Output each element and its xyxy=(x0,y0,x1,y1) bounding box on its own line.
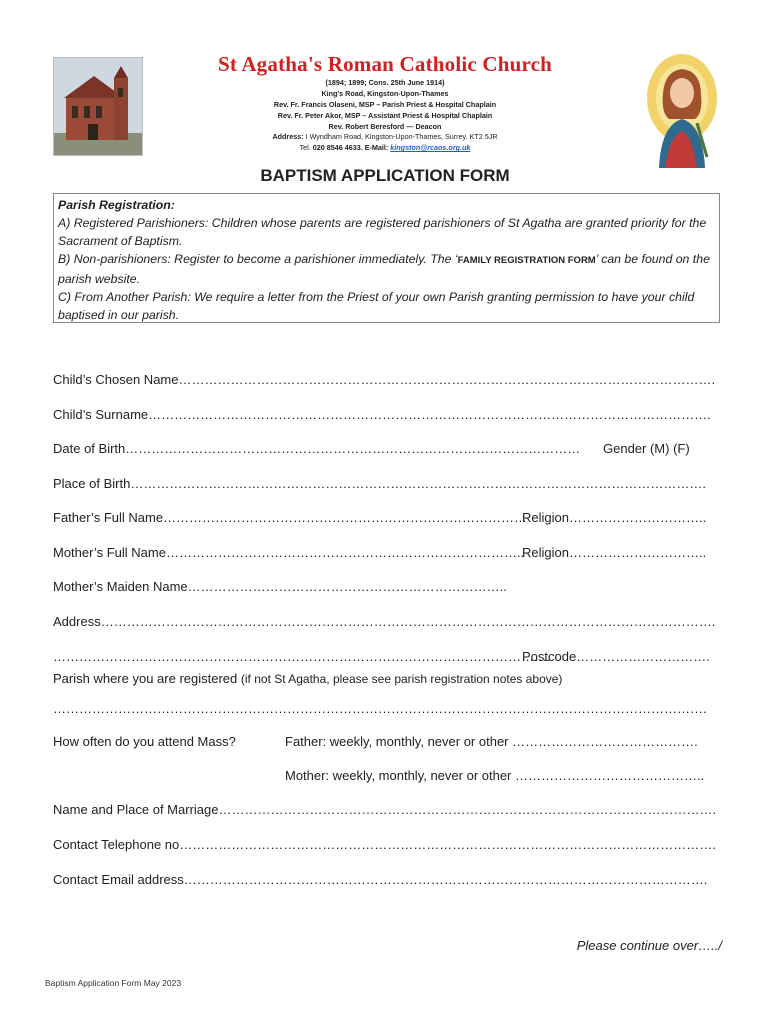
tel-number: 020 8546 4633. xyxy=(312,143,363,152)
note-c: C) From Another Parish: We require a letter from the Priest of your own Parish granting permission to have your child baptised in our parish. xyxy=(58,290,695,322)
email-link[interactable]: kingston@rcaos.org.uk xyxy=(390,143,471,152)
postcode-field[interactable]: Postcode…………………………. xyxy=(522,649,710,664)
note-b-suffix: ’ can be found on the parish website. xyxy=(58,252,710,286)
father-name-field[interactable]: Father’s Full Name………………………………………………………………………… xyxy=(53,510,528,525)
telephone-field[interactable]: Contact Telephone no……………………………………………………………………………………………………………. xyxy=(53,837,716,852)
clergy-assistant-priest: Rev. Fr. Peter Akor, MSP – Assistant Priest & Hospital Chaplain xyxy=(277,111,493,120)
church-contact-line xyxy=(160,143,610,152)
father-mass-field[interactable]: Father: weekly, monthly, never or other ……………………………………. xyxy=(285,734,698,749)
postal-label: Address: xyxy=(272,132,304,141)
church-road: King's Road, Kingston-Upon-Thames xyxy=(321,89,449,98)
parish-registered-text: Parish where you are registered xyxy=(53,671,238,686)
parish-registered-field[interactable]: ……………………………………………………………………………………………………………………………………. xyxy=(53,701,707,716)
email-field[interactable]: Contact Email address…………………………………………………………………………………………………………. xyxy=(53,872,708,887)
mother-mass-field[interactable]: Mother: weekly, monthly, never or other …………………………………….. xyxy=(285,768,705,783)
child-surname-field[interactable]: Child’s Surname…………………………………………………………………………………………………………………. xyxy=(53,407,711,422)
page-footer: Baptism Application Form May 2023 xyxy=(45,978,182,988)
address-field[interactable]: Address……………………………………………………………………………………………………………………………. xyxy=(53,614,716,629)
father-religion-field[interactable]: Religion………………………….. xyxy=(522,510,707,525)
notes-heading: Parish Registration: xyxy=(58,198,175,212)
church-postal-address xyxy=(160,132,610,141)
marriage-field[interactable]: Name and Place of Marriage……………………………………………………………………………………………………. xyxy=(53,802,717,817)
address-line2-field[interactable]: ……………………………………………………………………………………………………. xyxy=(53,649,551,664)
child-chosen-name-field[interactable]: Child’s Chosen Name……………………………………………………………………………………………………………. xyxy=(53,372,716,387)
gender-field[interactable]: Gender (M) (F) xyxy=(603,441,690,456)
mother-maiden-name-field[interactable]: Mother’s Maiden Name……………………………………………………………….. xyxy=(53,579,507,594)
parish-registered-note: (if not St Agatha, please see parish registration notes above) xyxy=(240,672,563,686)
clergy-deacon: Rev. Robert Beresford — Deacon xyxy=(328,122,442,131)
church-name: St Agatha's Roman Catholic Church xyxy=(217,52,553,76)
email-label: E-Mail: xyxy=(364,143,389,152)
registration-notes-box xyxy=(53,193,720,323)
form-title: BAPTISM APPLICATION FORM xyxy=(260,166,510,185)
note-b xyxy=(58,250,715,288)
church-dates: (1894; 1899; Cons. 25th June 1914) xyxy=(325,78,445,87)
mass-attendance-question: How often do you attend Mass? xyxy=(53,734,236,749)
note-b-prefix: B) Non-parishioners: Register to become a parishioner immediately. The ‘ xyxy=(58,252,458,266)
family-registration-form-ref: FAMILY REGISTRATION FORM xyxy=(457,255,596,266)
clergy-parish-priest: Rev. Fr. Francis Olaseni, MSP – Parish Priest & Hospital Chaplain xyxy=(273,100,497,109)
mother-name-field[interactable]: Mother’s Full Name……………………………………………………………………….. xyxy=(53,545,525,560)
tel-label: Tel. xyxy=(299,143,311,152)
note-a: A) Registered Parishioners: Children whose parents are registered parishioners of St Agatha are granted priority for the Sacrament of Baptism. xyxy=(58,216,707,248)
continue-over-text: Please continue over…../ xyxy=(576,938,722,953)
date-of-birth-field[interactable]: Date of Birth…………………………………………………………………………………………… xyxy=(53,441,581,456)
parish-registered-label xyxy=(53,671,562,686)
church-photo xyxy=(53,57,143,156)
postal-address: I Wyndham Road, Kingston-Upon-Thames, Surrey. KT2 5JR xyxy=(305,132,498,141)
mother-religion-field[interactable]: Religion………………………….. xyxy=(522,545,707,560)
saint-agatha-picture xyxy=(645,53,719,168)
place-of-birth-field[interactable]: Place of Birth……………………………………………………………………………………………………………………. xyxy=(53,476,706,491)
